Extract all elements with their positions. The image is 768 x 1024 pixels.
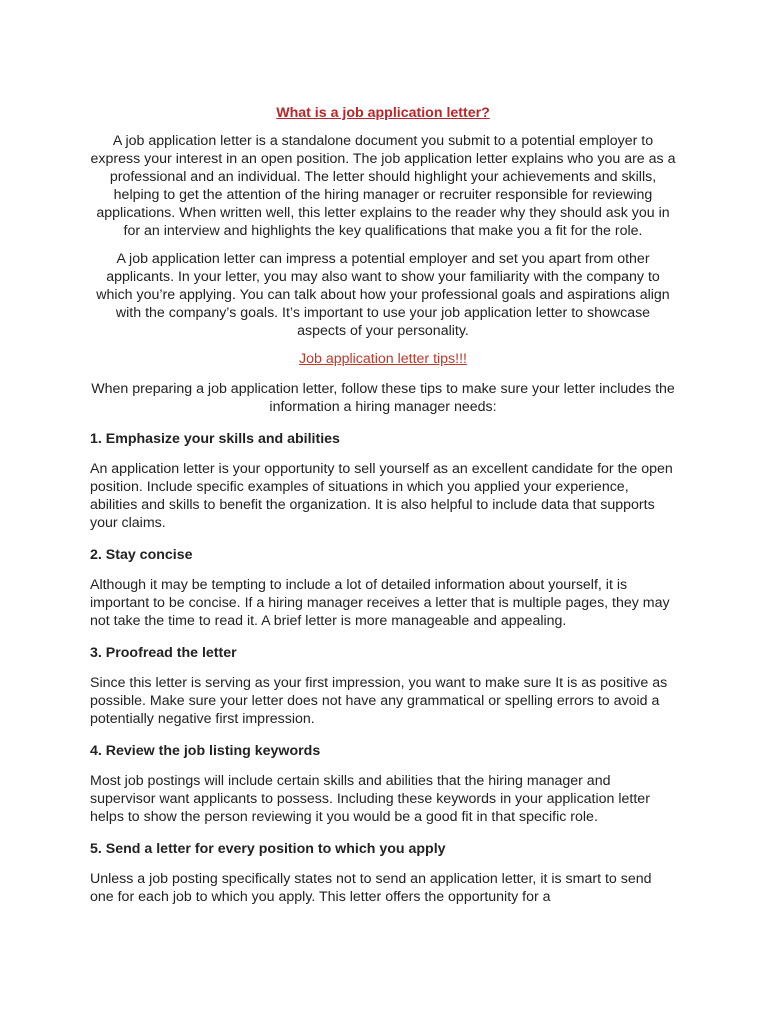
intro-paragraph-2: A job application letter can impress a potential employer and set you apart from other applicants. In your letter, you may also want to show your familiarity with the company to which you’re applying. You can talk about how your professional goals and aspirations align with the company’s goals. It’s important to use your job application letter to showcase aspects of your personality. [96, 251, 670, 339]
tip-heading-1: 1. Emphasize your skills and abilities [90, 431, 340, 447]
tip-heading-2: 2. Stay concise [90, 547, 193, 563]
tip-heading-4: 4. Review the job listing keywords [90, 743, 321, 759]
tips-intro: When preparing a job application letter, follow these tips to make sure your letter includes the information a hiring manager needs: [91, 381, 675, 415]
tips-list [90, 430, 676, 906]
tip-body-5: Unless a job posting specifically states not to send an application letter, it is smart to send one for each job to which you apply. This letter offers the opportunity for a [90, 871, 652, 905]
intro-paragraph-1: A job application letter is a standalone document you submit to a potential employer to express your interest in an open position. The job application letter explains who you are as a professional and an individual. The letter should highlight your achievements and skills, helping to get the attention of the hiring manager or recruiter responsible for reviewing applications. When written well, this letter explains to the reader why they should ask you in for an interview and highlights the key qualifications that make you a fit for the role. [90, 133, 676, 239]
tip-body-3: Since this letter is serving as your first impression, you want to make sure It is as positive as possible. Make sure your letter does not have any grammatical or spelling errors to avoid a potentially negative first impression. [90, 675, 668, 727]
tip-heading-5: 5. Send a letter for every position to which you apply [90, 841, 446, 857]
page-title: What is a job application letter? [276, 105, 490, 121]
tip-body-1: An application letter is your opportunity to sell yourself as an excellent candidate for the open position. Include specific examples of situations in which you applied your experience, abilities and skills to benefit the organization. It is also helpful to include data that supports your claims. [90, 461, 673, 531]
tip-body-4: Most job postings will include certain skills and abilities that the hiring manager and supervisor want applicants to possess. Including these keywords in your application letter helps to show the person reviewing it you would be a good fit in that specific role. [90, 773, 650, 825]
tips-link[interactable]: Job application letter tips!!! [299, 351, 467, 367]
tip-body-2: Although it may be tempting to include a lot of detailed information about yourself, it is important to be concise. If a hiring manager receives a letter that is multiple pages, they may not take the time to read it. A brief letter is more manageable and appealing. [90, 577, 670, 629]
document-page [90, 104, 676, 916]
tip-heading-3: 3. Proofread the letter [90, 645, 237, 661]
